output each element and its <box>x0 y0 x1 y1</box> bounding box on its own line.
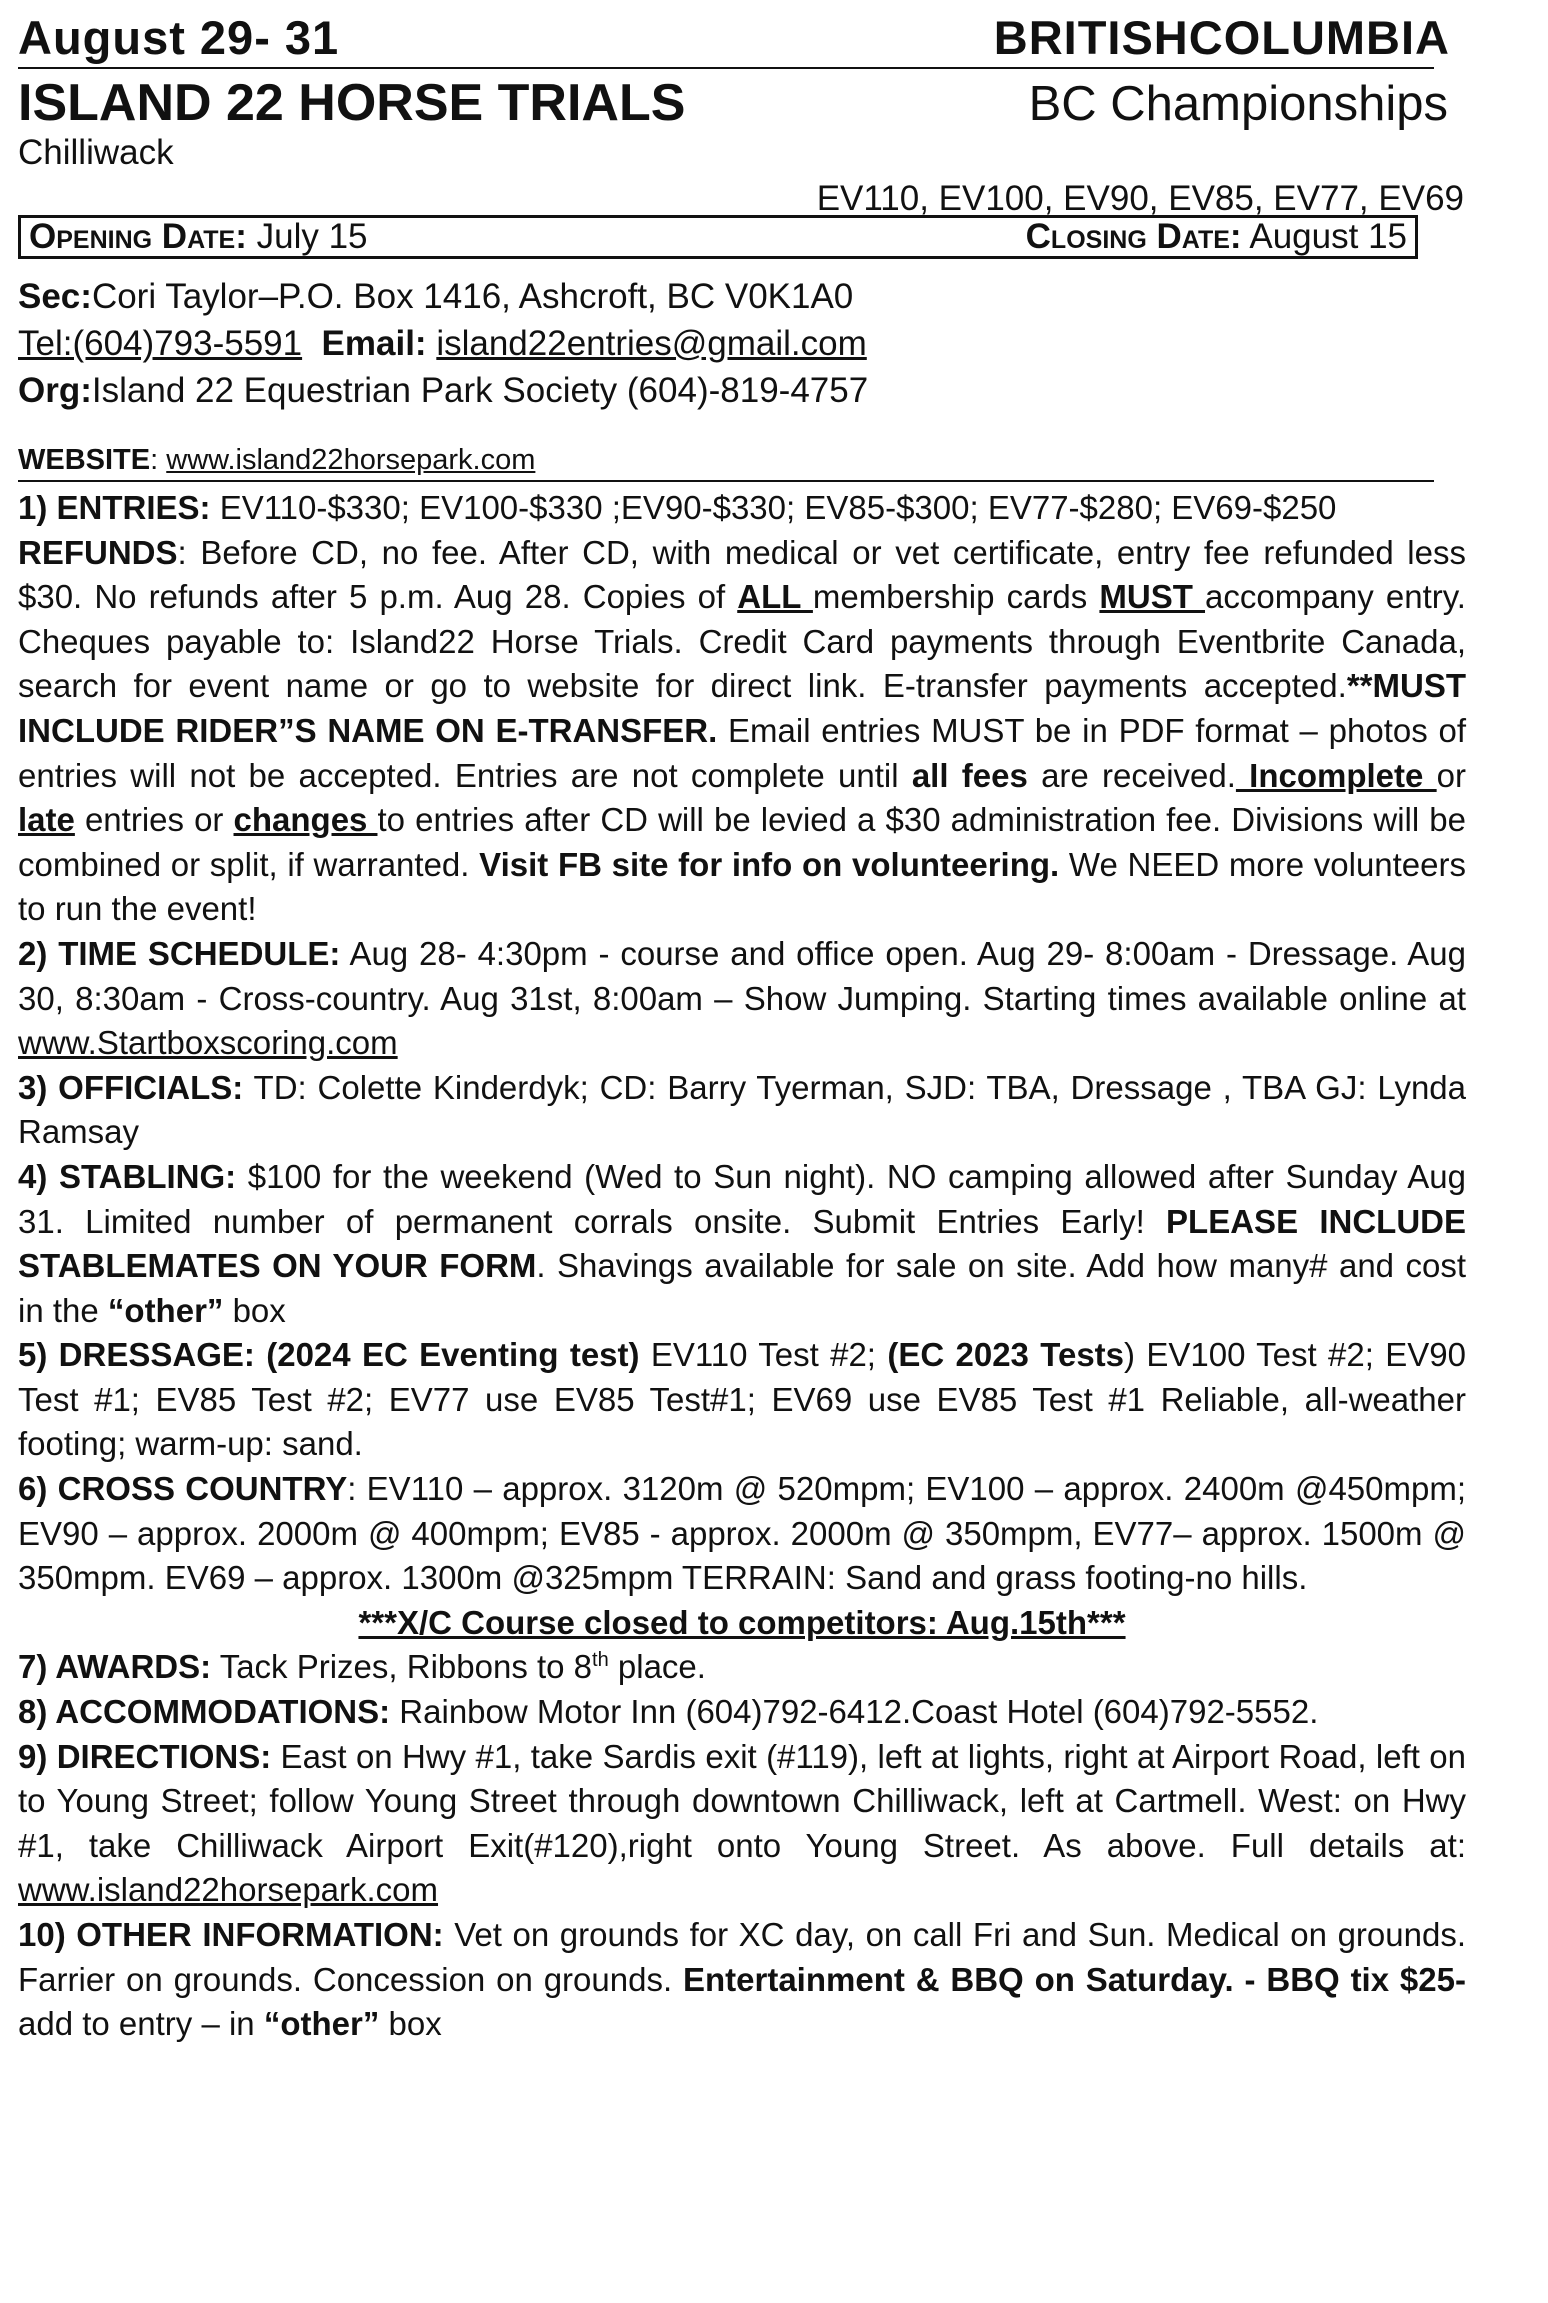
refunds-incomplete: Incomplete <box>1235 756 1437 794</box>
awards-superscript: th <box>592 1649 609 1672</box>
section-time-schedule <box>18 932 1466 1066</box>
championship-title: BC Championships <box>1028 77 1448 131</box>
stabling-text-1: $100 for the weekend (Wed to Sun night). NO camping allowed after Sunday Aug 31. Limited number of permanent corrals onsite. Submit Entries Early! <box>18 1157 1466 1240</box>
other-label: 10) OTHER INFORMATION: <box>18 1916 444 1953</box>
other-text-1: Vet on grounds for XC day, on call Fri and Sun. Medical on grounds. Farrier on grounds. Concession on grounds. <box>18 1916 1466 1998</box>
contact-block <box>18 273 1472 414</box>
refunds-text-8: to entries after CD will be levied a $30 administration fee. Divisions will be combined or split, if warranted. <box>18 801 1466 883</box>
stabling-text-2: . Shavings available for sale on site. Add how many# and cost in the <box>18 1247 1467 1329</box>
xc-closed-notice: ***X/C Course closed to competitors: Aug.15th*** <box>358 1603 1126 1641</box>
org-value: Island 22 Equestrian Park Society (604)-819-4757 <box>91 371 869 410</box>
xc-label: 6) CROSS COUNTRY <box>18 1470 348 1508</box>
event-dates: August 29- 31 <box>18 11 340 64</box>
refunds-text-7: entries or <box>74 801 234 839</box>
section-entries <box>18 486 1466 531</box>
refunds-all: ALL <box>737 578 813 616</box>
website-line: WEBSITE: www.island22horsepark.com <box>18 444 536 476</box>
email-label: Email: <box>321 324 427 363</box>
event-city: Chilliwack <box>18 133 174 172</box>
refunds-changes: changes <box>233 801 378 839</box>
other-other: “other” <box>263 2005 380 2043</box>
stabling-stablemates-note: PLEASE INCLUDE STABLEMATES ON YOUR FORM <box>18 1202 1467 1285</box>
stabling-label: 4) STABLING: <box>18 1157 237 1195</box>
sec-label: Sec: <box>18 277 92 316</box>
header-divider <box>18 67 1434 69</box>
refunds-text-1: : Before CD, no fee. After CD, with medical or vet certificate, entry fee refunded less $30. No refunds after 5 p.m. Aug 28. Copies of <box>18 533 1466 616</box>
section-refunds <box>18 531 1466 932</box>
section-directions <box>18 1735 1466 1913</box>
awards-text-2: place. <box>608 1648 706 1686</box>
refunds-text-4: Email entries MUST be in PDF format – photos of entries will not be accepted. Entries are not complete until <box>18 711 1466 794</box>
refunds-all-fees: all fees <box>911 756 1028 794</box>
dressage-text-2: ) EV100 Test #2; EV90 Test #1; EV85 Test #2; EV77 use EV85 Test#1; EV69 use EV85 Test #1 Reliable, all-weather footing; warm-up: sand. <box>18 1336 1466 1463</box>
refunds-text-6: or <box>1436 756 1466 794</box>
other-text-2: add to entry – in <box>18 2005 264 2043</box>
stabling-other: “other” <box>107 1291 224 1329</box>
awards-text: Tack Prizes, Ribbons to 8 <box>211 1648 593 1686</box>
time-text: Aug 28- 4:30pm - course and office open. Aug 29- 8:00am - Dressage. Aug 30, 8:30am - Cross-country. Aug 31st, 8:00am – Show Jumping. Starting times available online at <box>18 934 1466 1017</box>
website-divider <box>18 480 1434 482</box>
refunds-etransfer-note: **MUST INCLUDE RIDER”S NAME ON E-TRANSFER. <box>18 667 1466 749</box>
website-label: WEBSITE <box>18 444 151 476</box>
dressage-text-1: EV110 Test #2; <box>639 1336 888 1374</box>
stabling-text-3: box <box>223 1291 286 1329</box>
other-bbq-note: Entertainment & BBQ on Saturday. - BBQ tix $25- <box>682 1960 1466 1998</box>
org-label: Org: <box>18 371 92 410</box>
email-link[interactable]: island22entries@gmail.com <box>436 324 867 363</box>
organizer-line <box>18 367 1472 414</box>
header-row-2 <box>18 73 1472 133</box>
dressage-ec-tests: (EC 2023 Tests <box>887 1336 1125 1374</box>
directions-text: East on Hwy #1, take Sardis exit (#119), left at lights, right at Airport Road, left on to Young Street; follow Young Street through downtown Chilliwack, left at Cartmell. West: on Hwy #1, take Chilliwack Airport Exit(#120),right onto Young Street. As above. Full details at: <box>18 1737 1466 1864</box>
entries-label: 1) ENTRIES: <box>18 489 211 526</box>
opening-date-value: July 15 <box>256 217 368 256</box>
closing-date-value: August 15 <box>1249 217 1407 256</box>
refunds-text-5: are received. <box>1027 756 1236 794</box>
refunds-late: late <box>18 801 75 839</box>
section-dressage <box>18 1333 1466 1467</box>
directions-label: 9) DIRECTIONS: <box>18 1737 272 1775</box>
closing-date <box>1026 217 1407 257</box>
awards-label: 7) AWARDS: <box>18 1648 212 1686</box>
prize-list-body <box>18 486 1466 2047</box>
phone-number[interactable]: Tel:(604)793-5591 <box>18 324 303 363</box>
province-heading: BRITISHCOLUMBIA <box>993 11 1450 64</box>
phone-email-line <box>18 320 1472 367</box>
refunds-must: MUST <box>1099 578 1206 616</box>
refunds-label: REFUNDS <box>18 533 178 571</box>
officials-label: 3) OFFICIALS: <box>18 1068 244 1106</box>
accommodations-label: 8) ACCOMMODATIONS: <box>18 1693 391 1731</box>
directions-website-link[interactable]: www.island22horsepark.com <box>18 1871 439 1909</box>
refunds-text-2: membership cards <box>812 578 1100 616</box>
event-title: ISLAND 22 HORSE TRIALS <box>18 74 686 132</box>
dates-box <box>18 215 1418 259</box>
opening-date <box>29 217 368 257</box>
time-label: 2) TIME SCHEDULE: <box>18 934 341 972</box>
refunds-text-3: accompany entry. Cheques payable to: Island22 Horse Trials. Credit Card payments through Eventbrite Canada, search for event name or go to website for direct link. E-transfer payments accepted. <box>18 578 1466 705</box>
closing-date-label: Closing Date: <box>1025 217 1242 256</box>
website-link[interactable]: www.island22horsepark.com <box>166 444 536 476</box>
refunds-volunteer-note: Visit FB site for info on volunteering. <box>479 845 1060 883</box>
refunds-text-9: We NEED more volunteers to run the event! <box>18 845 1467 928</box>
entries-text: EV110-$330; EV100-$330 ;EV90-$330; EV85-$300; EV77-$280; EV69-$250 <box>210 489 1337 526</box>
header-row-1 <box>18 10 1472 65</box>
other-text-3: box <box>379 2005 442 2043</box>
startbox-link[interactable]: www.Startboxscoring.com <box>18 1024 398 1062</box>
section-awards <box>18 1645 1466 1690</box>
section-accommodations <box>18 1690 1466 1735</box>
accommodations-text: Rainbow Motor Inn (604)792-6412.Coast Hotel (604)792-5552. <box>390 1693 1319 1731</box>
section-other-information <box>18 1913 1466 2047</box>
sec-value: Cori Taylor–P.O. Box 1416, Ashcroft, BC V0K1A0 <box>91 277 854 316</box>
section-stabling <box>18 1155 1466 1333</box>
dressage-label: 5) DRESSAGE: (2024 EC Eventing test) <box>18 1336 640 1374</box>
section-officials <box>18 1066 1466 1155</box>
officials-text: TD: Colette Kinderdyk; CD: Barry Tyerman, SJD: TBA, Dressage , TBA GJ: Lynda Ramsay <box>18 1068 1467 1151</box>
secretary-line <box>18 273 1472 320</box>
event-levels: EV110, EV100, EV90, EV85, EV77, EV69 <box>816 179 1464 218</box>
section-cross-country <box>18 1467 1466 1601</box>
xc-text: : EV110 – approx. 3120m @ 520mpm; EV100 – approx. 2400m @450mpm; EV90 – approx. 2000m @ 400mpm; EV85 - approx. 2000m @ 350mpm, EV77– approx. 1500m @ 350mpm. EV69 – approx. 1300m @325mpm TERRAIN: Sand and grass footing-no hills. <box>18 1470 1467 1597</box>
opening-date-label: Opening Date: <box>29 217 247 256</box>
